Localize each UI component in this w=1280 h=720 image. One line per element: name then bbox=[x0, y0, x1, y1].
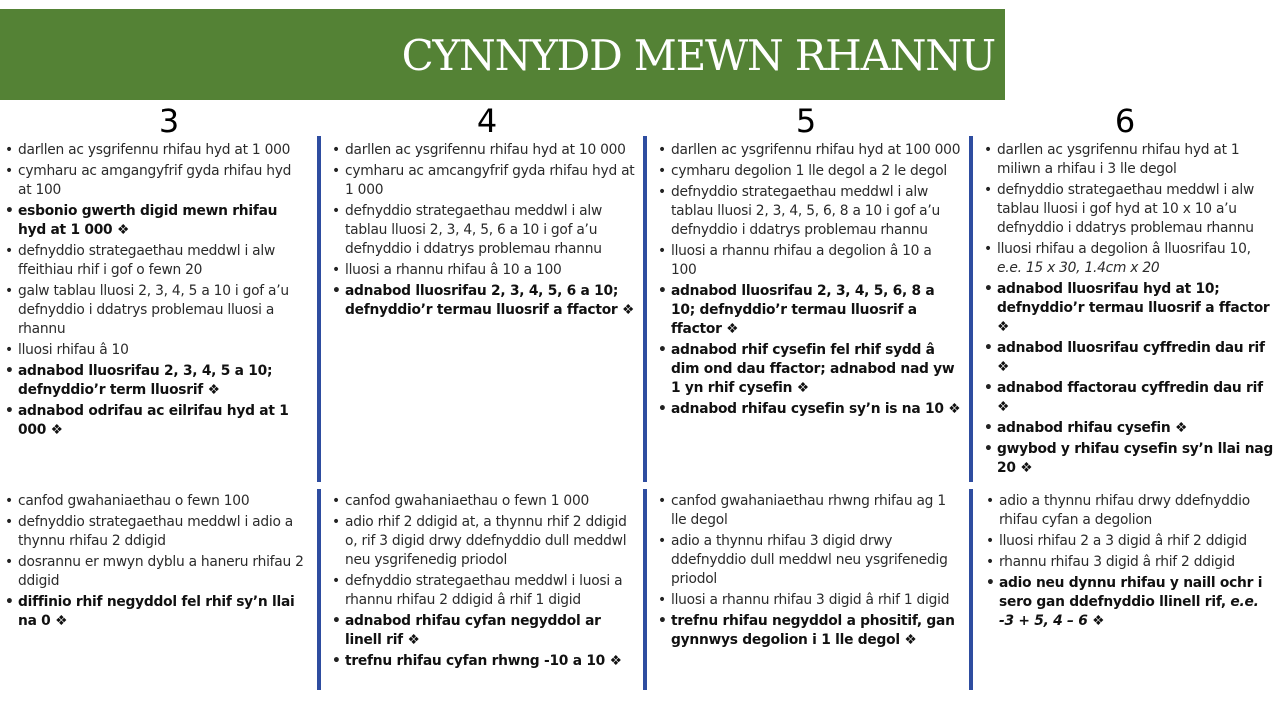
column-heading-6: 6 bbox=[1114, 102, 1136, 140]
list-item bbox=[983, 440, 1277, 478]
list-item bbox=[331, 492, 635, 511]
list-item bbox=[4, 242, 308, 280]
list-item bbox=[983, 181, 1277, 238]
column-divider bbox=[969, 136, 973, 482]
item-text: adnabod rhifau cysefin sy’n is na 10 ❖ bbox=[671, 401, 961, 417]
list-item bbox=[331, 612, 635, 650]
item-text: cymharu ac amgangyfrif gyda rhifau hyd at 100 bbox=[18, 163, 292, 198]
list-item bbox=[4, 593, 308, 631]
item-text: adio a thynnu rhifau drwy ddefnyddio rhifau cyfan a degolion bbox=[999, 493, 1250, 528]
list-item bbox=[985, 492, 1277, 530]
stage-3-calculation-skills bbox=[4, 492, 308, 633]
list-item bbox=[331, 162, 635, 200]
item-text: cymharu degolion 1 lle degol a 2 le degol bbox=[671, 163, 947, 179]
list-item bbox=[331, 261, 635, 280]
list-item bbox=[4, 402, 308, 440]
item-text: lluosi a rhannu rhifau a degolion â 10 a 100 bbox=[671, 243, 932, 278]
list-item bbox=[657, 282, 961, 339]
item-text: darllen ac ysgrifennu rhifau hyd at 1 000 bbox=[18, 142, 291, 158]
item-text: lluosi a rhannu rhifau â 10 a 100 bbox=[345, 262, 562, 278]
item-text: defnyddio strategaethau meddwl i alw ffeithiau rhif i gof o fewn 20 bbox=[18, 243, 275, 278]
stage-4-number-skills bbox=[331, 141, 635, 322]
list-item bbox=[4, 141, 308, 160]
list-item bbox=[985, 553, 1277, 572]
stage-5-calculation-skills bbox=[657, 492, 961, 652]
item-text: darllen ac ysgrifennu rhifau hyd at 1 miliwn a rhifau i 3 lle degol bbox=[997, 142, 1240, 177]
item-text: trefnu rhifau cyfan rhwng -10 a 10 ❖ bbox=[345, 653, 622, 669]
item-text: defnyddio strategaethau meddwl i alw tablau lluosi 2, 3, 4, 5, 6, 8 a 10 i gof a’u defnyddio i ddatrys problemau rhannu bbox=[671, 184, 940, 238]
item-text: darllen ac ysgrifennu rhifau hyd at 100 000 bbox=[671, 142, 961, 158]
list-item bbox=[331, 141, 635, 160]
item-text: esbonio gwerth digid mewn rhifau hyd at 1 000 ❖ bbox=[18, 203, 278, 238]
item-text: defnyddio strategaethau meddwl i adio a thynnu rhifau 2 ddigid bbox=[18, 514, 293, 549]
example-text: e.e. 15 x 30, 1.4cm x 20 bbox=[997, 260, 1160, 276]
list-item bbox=[985, 574, 1277, 631]
column-divider bbox=[969, 489, 973, 690]
item-text: galw tablau lluosi 2, 3, 4, 5 a 10 i gof a’u defnyddio i ddatrys problemau lluosi a rhannu bbox=[18, 283, 289, 337]
item-text: dosrannu er mwyn dyblu a haneru rhifau 2 ddigid bbox=[18, 554, 304, 589]
list-item bbox=[331, 513, 635, 570]
item-text: lluosi a rhannu rhifau 3 digid â rhif 1 digid bbox=[671, 592, 950, 608]
item-text: adnabod lluosrifau 2, 3, 4, 5, 6, 8 a 10; defnyddio’r termau lluosrif a ffactor ❖ bbox=[671, 283, 935, 337]
item-text: lluosi rhifau â 10 bbox=[18, 342, 129, 358]
list-item bbox=[983, 240, 1277, 278]
item-text: canfod gwahaniaethau rhwng rhifau ag 1 lle degol bbox=[671, 493, 946, 528]
list-item bbox=[331, 282, 635, 320]
list-item bbox=[983, 339, 1277, 377]
item-text: defnyddio strategaethau meddwl i alw tablau lluosi 2, 3, 4, 5, 6 a 10 i gof a’u defnyddio i ddatrys problemau rhannu bbox=[345, 203, 602, 257]
item-text: adio rhif 2 ddigid at, a thynnu rhif 2 ddigid o, rif 3 digid drwy ddefnyddio dull meddwl neu ysgrifenedig priodol bbox=[345, 514, 627, 568]
column-divider bbox=[643, 489, 647, 690]
item-text: adnabod rhifau cysefin ❖ bbox=[997, 420, 1188, 436]
list-item bbox=[657, 400, 961, 419]
list-item bbox=[4, 202, 308, 240]
list-item bbox=[4, 362, 308, 400]
list-item bbox=[657, 341, 961, 398]
list-item bbox=[4, 553, 308, 591]
item-text: adnabod rhif cysefin fel rhif sydd â dim ond dau ffactor; adnabod nad yw 1 yn rhif cysefin ❖ bbox=[671, 342, 955, 396]
list-item bbox=[985, 532, 1277, 551]
list-item bbox=[657, 183, 961, 240]
item-text: adnabod ffactorau cyffredin dau rif ❖ bbox=[997, 380, 1263, 415]
list-item bbox=[983, 419, 1277, 438]
stage-4-calculation-skills bbox=[331, 492, 635, 673]
item-text: adio a thynnu rhifau 3 digid drwy ddefnyddio dull meddwl neu ysgrifenedig priodol bbox=[671, 533, 948, 587]
list-item bbox=[4, 513, 308, 551]
item-text: gwybod y rhifau cysefin sy’n llai nag 20 ❖ bbox=[997, 441, 1273, 476]
item-text: rhannu rhifau 3 digid â rhif 2 ddigid bbox=[999, 554, 1235, 570]
stage-6-number-skills bbox=[983, 141, 1277, 480]
item-text: adnabod rhifau cyfan negyddol ar linell rif ❖ bbox=[345, 613, 601, 648]
list-item bbox=[983, 379, 1277, 417]
item-text: canfod gwahaniaethau o fewn 100 bbox=[18, 493, 250, 509]
stage-6-calculation-skills bbox=[985, 492, 1277, 633]
item-text: trefnu rhifau negyddol a phositif, gan gynnwys degolion i 1 lle degol ❖ bbox=[671, 613, 955, 648]
item-text: canfod gwahaniaethau o fewn 1 000 bbox=[345, 493, 590, 509]
column-divider bbox=[317, 136, 321, 482]
list-item bbox=[331, 652, 635, 671]
list-item bbox=[4, 492, 308, 511]
stage-5-number-skills bbox=[657, 141, 961, 421]
list-item bbox=[983, 280, 1277, 337]
column-heading-3: 3 bbox=[158, 102, 180, 140]
item-text: defnyddio strategaethau meddwl i alw tablau lluosi i gof hyd at 10 x 10 a’u defnyddio i ddatrys problemau rhannu bbox=[997, 182, 1254, 236]
list-item bbox=[331, 202, 635, 259]
column-heading-5: 5 bbox=[795, 102, 817, 140]
item-text: adio neu dynnu rhifau y naill ochr i sero gan ddefnyddio llinell rif, bbox=[999, 575, 1263, 610]
item-text: darllen ac ysgrifennu rhifau hyd at 10 000 bbox=[345, 142, 626, 158]
list-item bbox=[4, 282, 308, 339]
item-text: diffinio rhif negyddol fel rhif sy’n llai na 0 ❖ bbox=[18, 594, 295, 629]
list-item bbox=[657, 591, 961, 610]
list-item bbox=[657, 141, 961, 160]
list-item bbox=[657, 612, 961, 650]
item-text: defnyddio strategaethau meddwl i luosi a rhannu rhifau 2 ddigid â rhif 1 digid bbox=[345, 573, 623, 608]
item-text: adnabod odrifau ac eilrifau hyd at 1 000 ❖ bbox=[18, 403, 289, 438]
column-divider bbox=[643, 136, 647, 482]
list-item bbox=[4, 162, 308, 200]
example-text: e.e. -3 + 5, 4 – 6 ❖ bbox=[999, 594, 1259, 629]
list-item bbox=[331, 572, 635, 610]
item-text: adnabod lluosrifau 2, 3, 4, 5 a 10; defnyddio’r term lluosrif ❖ bbox=[18, 363, 273, 398]
list-item bbox=[657, 242, 961, 280]
page-title: CYNNYDD MEWN RHANNU bbox=[401, 31, 995, 80]
list-item bbox=[657, 492, 961, 530]
column-divider bbox=[317, 489, 321, 690]
item-text: cymharu ac amcangyfrif gyda rhifau hyd at 1 000 bbox=[345, 163, 635, 198]
item-text: adnabod lluosrifau hyd at 10; defnyddio’r termau lluosrif a ffactor ❖ bbox=[997, 281, 1270, 335]
list-item bbox=[657, 532, 961, 589]
list-item bbox=[983, 141, 1277, 179]
item-text: adnabod lluosrifau cyffredin dau rif ❖ bbox=[997, 340, 1265, 375]
item-text: lluosi rhifau 2 a 3 digid â rhif 2 ddigid bbox=[999, 533, 1247, 549]
item-text: lluosi rhifau a degolion â lluosrifau 10, bbox=[997, 241, 1251, 257]
stage-3-number-skills bbox=[4, 141, 308, 442]
title-banner bbox=[0, 9, 1005, 100]
list-item bbox=[657, 162, 961, 181]
list-item bbox=[4, 341, 308, 360]
item-text: adnabod lluosrifau 2, 3, 4, 5, 6 a 10; defnyddio’r termau lluosrif a ffactor ❖ bbox=[345, 283, 635, 318]
column-heading-4: 4 bbox=[476, 102, 498, 140]
